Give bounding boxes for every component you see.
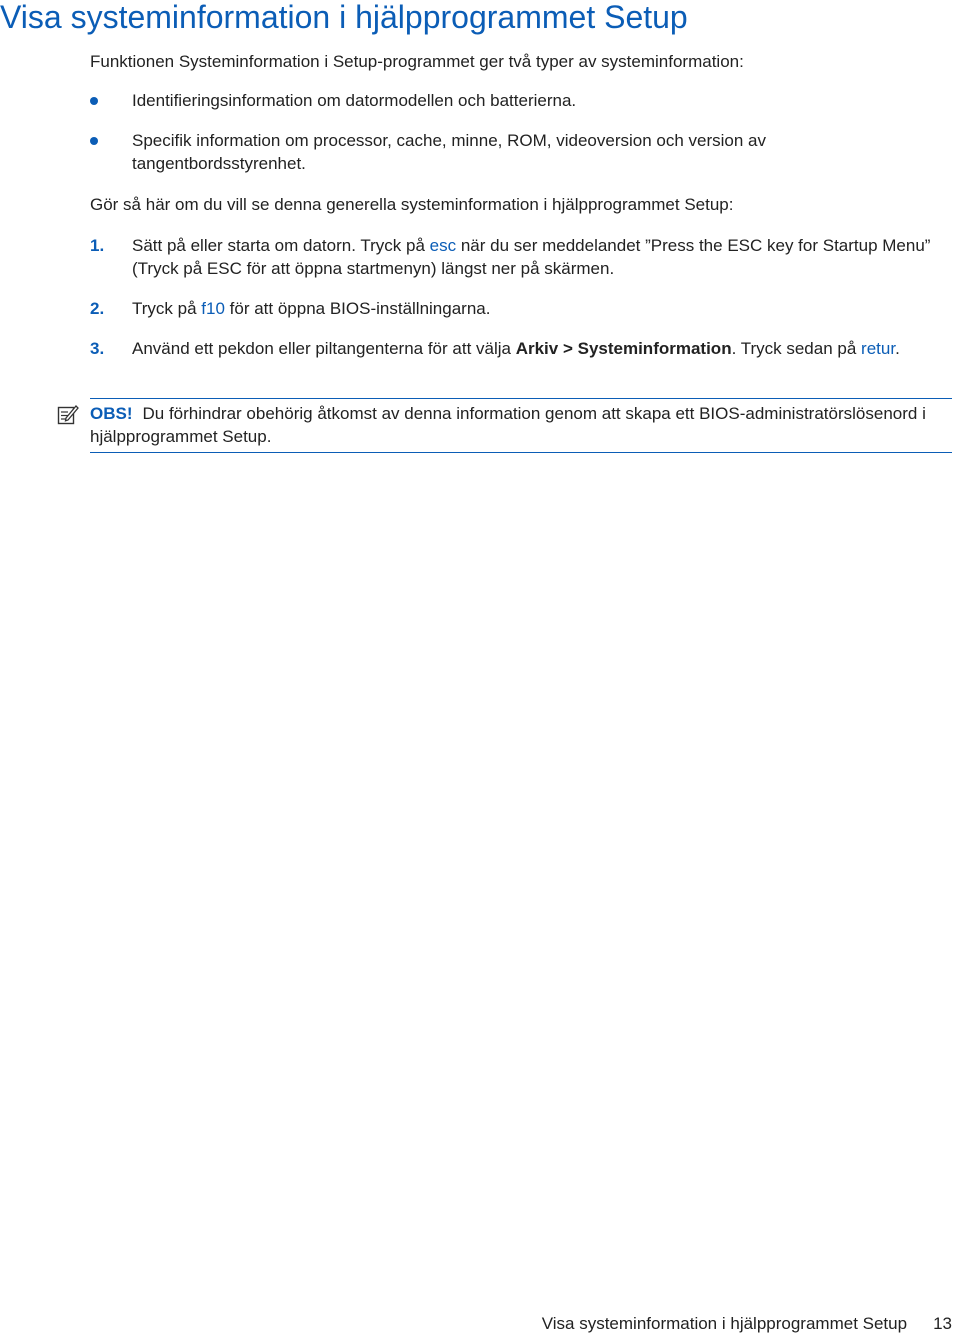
note-box <box>90 398 952 453</box>
note-text: Du förhindrar obehörig åtkomst av denna information genom att skapa ett BIOS-administratörslösenord i hjälpprogrammet Setup. <box>90 404 926 446</box>
footer-title: Visa systeminformation i hjälpprogrammet Setup <box>541 1314 908 1333</box>
step-text: när du ser meddelandet ”Press the ESC key for Startup Menu” (Tryck på ESC för att öppna startmenyn) längst ner på skärmen. <box>132 236 931 278</box>
step-number: 2. <box>90 299 105 318</box>
bullet-icon <box>90 137 98 145</box>
list-item-text: Specifik information om processor, cache, minne, ROM, videoversion och version av tangentbordsstyrenhet. <box>132 131 766 173</box>
step-text: . <box>895 339 900 358</box>
step-text: Använd ett pekdon eller piltangenterna för att välja <box>132 339 516 358</box>
step-number: 1. <box>90 236 105 255</box>
procedure-steps <box>90 234 958 377</box>
list-item-text: Identifieringsinformation om datormodellen och batterierna. <box>132 91 577 110</box>
step-text: Tryck på <box>132 299 202 318</box>
page-title: Visa systeminformation i hjälpprogrammet Setup <box>0 0 688 35</box>
step-text: Sätt på eller starta om datorn. Tryck på <box>132 236 430 255</box>
key-retur: retur <box>861 339 896 358</box>
note-pencil-icon <box>57 403 79 425</box>
step-3 <box>90 337 958 360</box>
intro-paragraph: Funktionen Systeminformation i Setup-programmet ger två typer av systeminformation: <box>90 52 744 71</box>
page-number: 13 <box>933 1314 952 1333</box>
step-text: . Tryck sedan på <box>731 339 862 358</box>
menu-path: Arkiv > Systeminformation <box>515 339 732 358</box>
step-number: 3. <box>90 339 105 358</box>
list-item <box>90 129 890 175</box>
key-esc: esc <box>429 236 457 255</box>
step-text: för att öppna BIOS-inställningarna. <box>224 299 491 318</box>
page-footer <box>542 1313 952 1335</box>
bullet-icon <box>90 97 98 105</box>
note-label: OBS! <box>90 404 133 423</box>
procedure-intro: Gör så här om du vill se denna generella systeminformation i hjälpprogrammet Setup: <box>90 195 734 214</box>
info-types-list <box>90 89 890 192</box>
step-1 <box>90 234 958 280</box>
key-f10: f10 <box>201 299 225 318</box>
step-2 <box>90 297 958 320</box>
list-item <box>90 89 890 112</box>
